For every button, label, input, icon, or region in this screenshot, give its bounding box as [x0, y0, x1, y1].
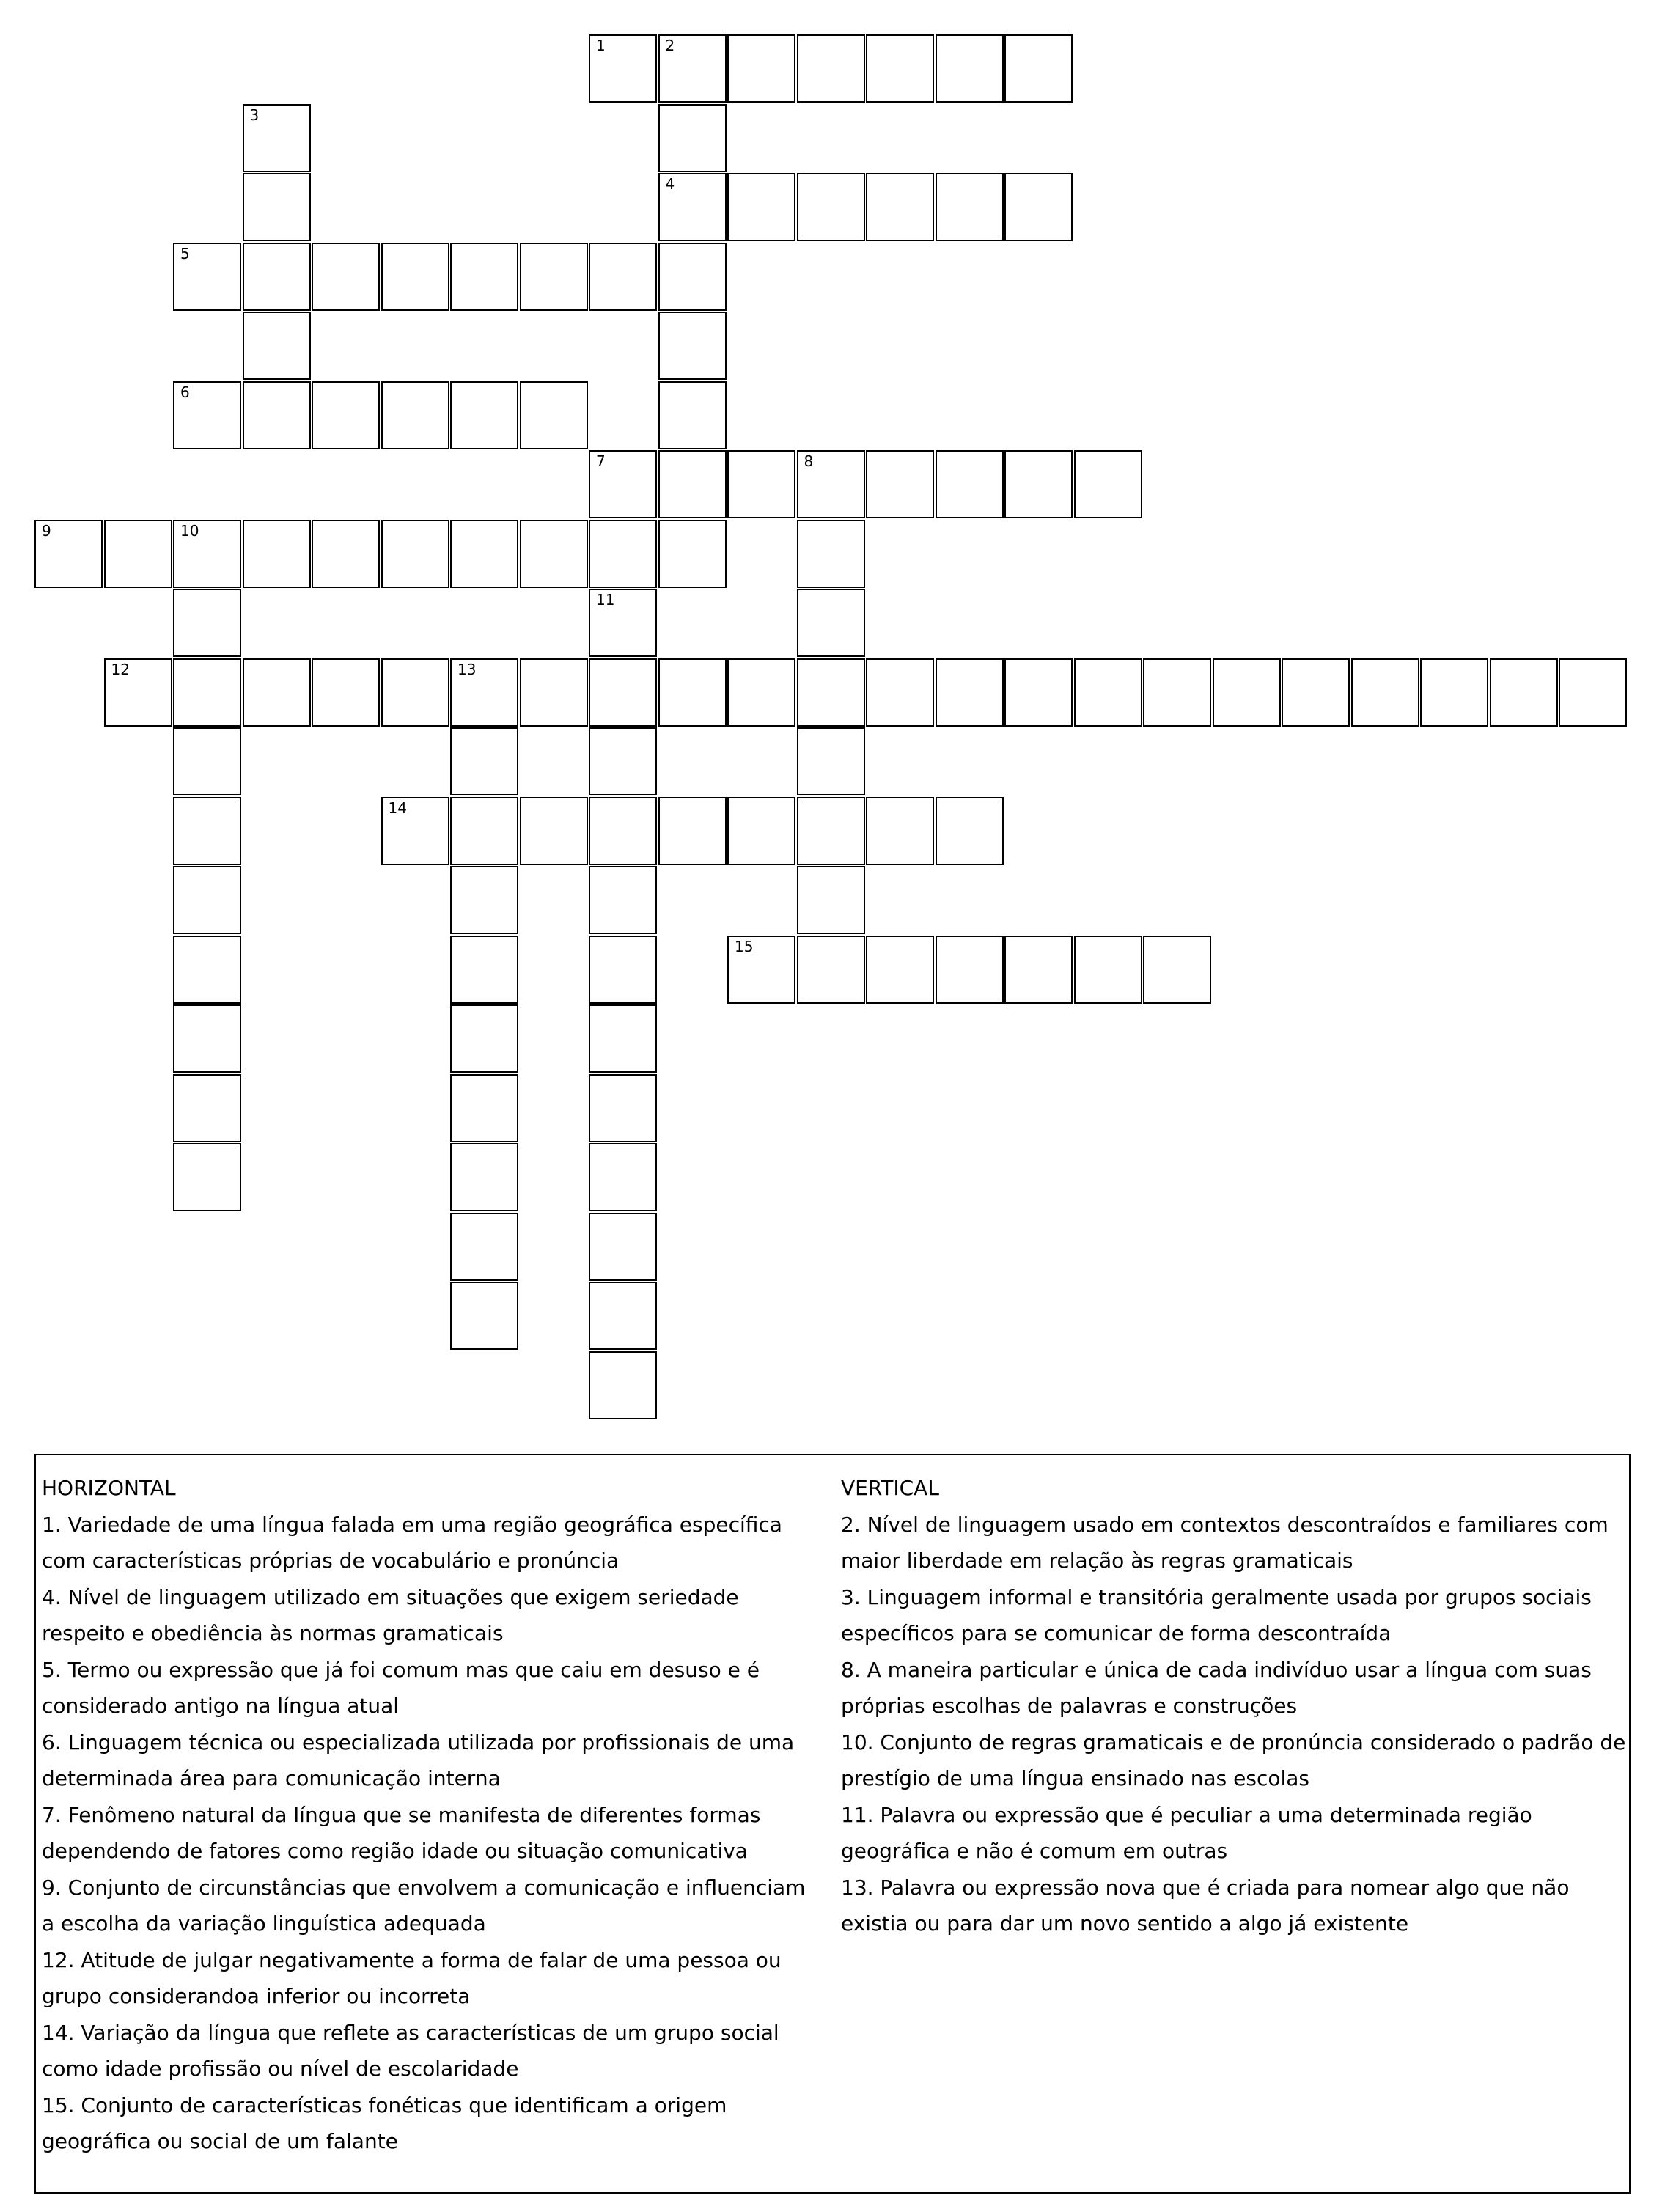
- grid-cell[interactable]: [727, 34, 795, 103]
- grid-cell[interactable]: [381, 658, 449, 727]
- clues-box: [34, 1454, 1631, 2194]
- grid-cell[interactable]: [727, 797, 795, 865]
- grid-cell[interactable]: [589, 1213, 657, 1281]
- across-clue: 1. Variedade de uma língua falada em uma região geográfica específica com características próprias de vocabulário e pronúncia: [42, 1512, 782, 1573]
- grid-cell[interactable]: [797, 727, 865, 795]
- down-clue: 3. Linguagem informal e transitória geralmente usada por grupos sociais específicos para se comunicar de forma descontraída: [841, 1584, 1592, 1645]
- across-clue: 5. Termo ou expressão que já foi comum mas que caiu em desuso e é considerado antigo na língua atual: [42, 1657, 760, 1718]
- grid-cell[interactable]: [173, 520, 241, 588]
- grid-cell[interactable]: [243, 381, 311, 449]
- down-clue: 13. Palavra ou expressão nova que é criada para nomear algo que não existia ou para dar um novo sentido a algo já existente: [841, 1875, 1570, 1936]
- grid-cell[interactable]: [936, 173, 1004, 241]
- grid-cell[interactable]: [173, 658, 241, 727]
- clue-number: 5: [180, 244, 190, 262]
- grid-cell[interactable]: [173, 589, 241, 657]
- grid-cell[interactable]: [450, 1004, 518, 1073]
- grid-cell[interactable]: [173, 866, 241, 934]
- grid-cell[interactable]: [173, 727, 241, 795]
- across-clues: [42, 1470, 823, 2160]
- grid-cell[interactable]: [797, 936, 865, 1004]
- grid-cell[interactable]: [173, 1074, 241, 1142]
- grid-cell[interactable]: [173, 381, 241, 449]
- across-clue: 6. Linguagem técnica ou especializada utilizada por profissionais de uma determinada área para comunicação interna: [42, 1730, 795, 1790]
- grid-cell[interactable]: [866, 797, 934, 865]
- down-clue: 8. A maneira particular e única de cada indivíduo usar a língua com suas próprias escolhas de palavras e construções: [841, 1657, 1592, 1718]
- down-clue: 10. Conjunto de regras gramaticais e de pronúncia considerado o padrão de prestígio de uma língua ensinado nas escolas: [841, 1730, 1626, 1790]
- grid-cell[interactable]: [589, 866, 657, 934]
- grid-cell[interactable]: [589, 520, 657, 588]
- grid-cell[interactable]: [797, 173, 865, 241]
- grid-cell[interactable]: [173, 243, 241, 311]
- grid-cell[interactable]: [1559, 658, 1627, 727]
- grid-cell[interactable]: [450, 1074, 518, 1142]
- grid-cell[interactable]: [936, 797, 1004, 865]
- grid-cell[interactable]: [450, 727, 518, 795]
- across-clue: 7. Fenômeno natural da língua que se manifesta de diferentes formas dependendo de fatores como região idade ou situação comunicativa: [42, 1802, 761, 1863]
- grid-cell[interactable]: [589, 1282, 657, 1350]
- grid-cell[interactable]: [1004, 34, 1073, 103]
- grid-cell[interactable]: [866, 173, 934, 241]
- grid-cell[interactable]: [589, 1143, 657, 1211]
- grid-cell[interactable]: [1004, 450, 1073, 518]
- grid-cell[interactable]: [34, 520, 103, 588]
- grid-cell[interactable]: [797, 658, 865, 727]
- grid-cell[interactable]: [450, 381, 518, 449]
- grid-cell[interactable]: [936, 658, 1004, 727]
- grid-cell[interactable]: [1074, 450, 1142, 518]
- grid-cell[interactable]: [658, 173, 727, 241]
- grid-cell[interactable]: [173, 797, 241, 865]
- grid-cell[interactable]: [589, 589, 657, 657]
- grid-cell[interactable]: [450, 1213, 518, 1281]
- grid-cell[interactable]: [1074, 936, 1142, 1004]
- grid-cell[interactable]: [173, 936, 241, 1004]
- grid-cell[interactable]: [658, 243, 727, 311]
- across-clue: 15. Conjunto de características fonéticas que identificam a origem geográfica ou social de um falante: [42, 2092, 727, 2153]
- grid-cell[interactable]: [520, 381, 588, 449]
- grid-cell[interactable]: [520, 797, 588, 865]
- grid-cell[interactable]: [243, 243, 311, 311]
- grid-cell[interactable]: [866, 34, 934, 103]
- grid-cell[interactable]: [936, 34, 1004, 103]
- grid-cell[interactable]: [173, 1004, 241, 1073]
- grid-cell[interactable]: [243, 658, 311, 727]
- grid-cell[interactable]: [797, 866, 865, 934]
- grid-cell[interactable]: [589, 936, 657, 1004]
- grid-cell[interactable]: [312, 520, 380, 588]
- grid-cell[interactable]: [589, 727, 657, 795]
- grid-cell[interactable]: [1004, 936, 1073, 1004]
- grid-cell[interactable]: [243, 520, 311, 588]
- clue-number: 8: [804, 452, 814, 470]
- grid-cell[interactable]: [450, 936, 518, 1004]
- grid-cell[interactable]: [1074, 658, 1142, 727]
- grid-cell[interactable]: [381, 797, 449, 865]
- across-clue: 9. Conjunto de circunstâncias que envolvem a comunicação e influenciam a escolha da variação linguística adequada: [42, 1875, 806, 1936]
- clue-number: 13: [457, 660, 477, 678]
- clue-number: 1: [596, 37, 606, 54]
- grid-cell[interactable]: [450, 797, 518, 865]
- grid-cell[interactable]: [658, 658, 727, 727]
- grid-cell[interactable]: [381, 243, 449, 311]
- grid-cell[interactable]: [1143, 658, 1211, 727]
- grid-cell[interactable]: [797, 34, 865, 103]
- clue-number: 14: [388, 798, 407, 817]
- grid-cell[interactable]: [173, 1143, 241, 1211]
- grid-cell[interactable]: [1004, 658, 1073, 727]
- clue-number: 15: [735, 937, 754, 955]
- clue-number: 4: [665, 175, 675, 193]
- grid-cell[interactable]: [589, 34, 657, 103]
- clue-number: 11: [596, 591, 615, 609]
- grid-cell[interactable]: [243, 312, 311, 380]
- clue-number: 9: [42, 521, 51, 540]
- grid-cell[interactable]: [520, 243, 588, 311]
- grid-cell[interactable]: [727, 450, 795, 518]
- grid-cell[interactable]: [589, 658, 657, 727]
- clue-number: 6: [180, 383, 190, 401]
- grid-cell[interactable]: [589, 243, 657, 311]
- grid-cell[interactable]: [727, 936, 795, 1004]
- clue-number: 10: [180, 521, 199, 540]
- across-clue: 4. Nível de linguagem utilizado em situações que exigem seriedade respeito e obediência às normas gramaticais: [42, 1584, 739, 1645]
- grid-cell[interactable]: [866, 450, 934, 518]
- grid-cell[interactable]: [658, 381, 727, 449]
- grid-cell[interactable]: [658, 520, 727, 588]
- grid-cell[interactable]: [1490, 658, 1558, 727]
- grid-cell[interactable]: [658, 450, 727, 518]
- grid-cell[interactable]: [450, 1143, 518, 1211]
- grid-cell[interactable]: [381, 381, 449, 449]
- grid-cell[interactable]: [381, 520, 449, 588]
- grid-cell[interactable]: [1420, 658, 1488, 727]
- grid-cell[interactable]: [312, 658, 380, 727]
- grid-cell[interactable]: [1213, 658, 1281, 727]
- grid-cell[interactable]: [797, 450, 865, 518]
- down-clues: [841, 1470, 1627, 1942]
- grid-cell[interactable]: [589, 450, 657, 518]
- grid-cell[interactable]: [589, 797, 657, 865]
- across-heading: HORIZONTAL: [42, 1476, 176, 1500]
- grid-cell[interactable]: [658, 34, 727, 103]
- grid-cell[interactable]: [520, 658, 588, 727]
- clue-number: 7: [596, 452, 606, 470]
- grid-cell[interactable]: [658, 797, 727, 865]
- grid-cell[interactable]: [1004, 173, 1073, 241]
- down-clue: 2. Nível de linguagem usado em contextos descontraídos e familiares com maior liberdade em relação às regras gramaticais: [841, 1512, 1609, 1573]
- grid-cell[interactable]: [797, 520, 865, 588]
- clue-number: 3: [249, 106, 260, 124]
- across-clue: 14. Variação da língua que reflete as características de um grupo social como idade profissão ou nível de escolaridade: [42, 2020, 779, 2081]
- grid-cell[interactable]: [520, 520, 588, 588]
- grid-cell[interactable]: [589, 1074, 657, 1142]
- grid-cell[interactable]: [243, 173, 311, 241]
- grid-cell[interactable]: [450, 866, 518, 934]
- across-clue: 12. Atitude de julgar negativamente a forma de falar de uma pessoa ou grupo considerandoa inferior ou incorreta: [42, 1947, 782, 2008]
- clue-number: 2: [665, 37, 675, 54]
- grid-cell[interactable]: [589, 1351, 657, 1419]
- clue-number: 12: [111, 660, 130, 678]
- grid-cell[interactable]: [243, 104, 311, 172]
- grid-cell[interactable]: [104, 658, 172, 727]
- grid-cell[interactable]: [312, 243, 380, 311]
- grid-cell[interactable]: [1143, 936, 1211, 1004]
- grid-cell[interactable]: [1282, 658, 1350, 727]
- grid-cell[interactable]: [312, 381, 380, 449]
- grid-cell[interactable]: [450, 520, 518, 588]
- grid-cell[interactable]: [866, 658, 934, 727]
- grid-cell[interactable]: [450, 658, 518, 727]
- down-clue: 11. Palavra ou expressão que é peculiar a uma determinada região geográfica e não é comum em outras: [841, 1802, 1532, 1863]
- grid-cell[interactable]: [936, 450, 1004, 518]
- grid-cell[interactable]: [1351, 658, 1419, 727]
- grid-cell[interactable]: [936, 936, 1004, 1004]
- down-heading: VERTICAL: [841, 1476, 939, 1500]
- grid-cell[interactable]: [658, 312, 727, 380]
- grid-cell[interactable]: [727, 173, 795, 241]
- grid-cell[interactable]: [589, 1004, 657, 1073]
- grid-cell[interactable]: [866, 936, 934, 1004]
- grid-cell[interactable]: [104, 520, 172, 588]
- grid-cell[interactable]: [658, 104, 727, 172]
- grid-cell[interactable]: [450, 243, 518, 311]
- grid-cell[interactable]: [450, 1282, 518, 1350]
- grid-cell[interactable]: [797, 589, 865, 657]
- grid-cell[interactable]: [797, 797, 865, 865]
- grid-cell[interactable]: [727, 658, 795, 727]
